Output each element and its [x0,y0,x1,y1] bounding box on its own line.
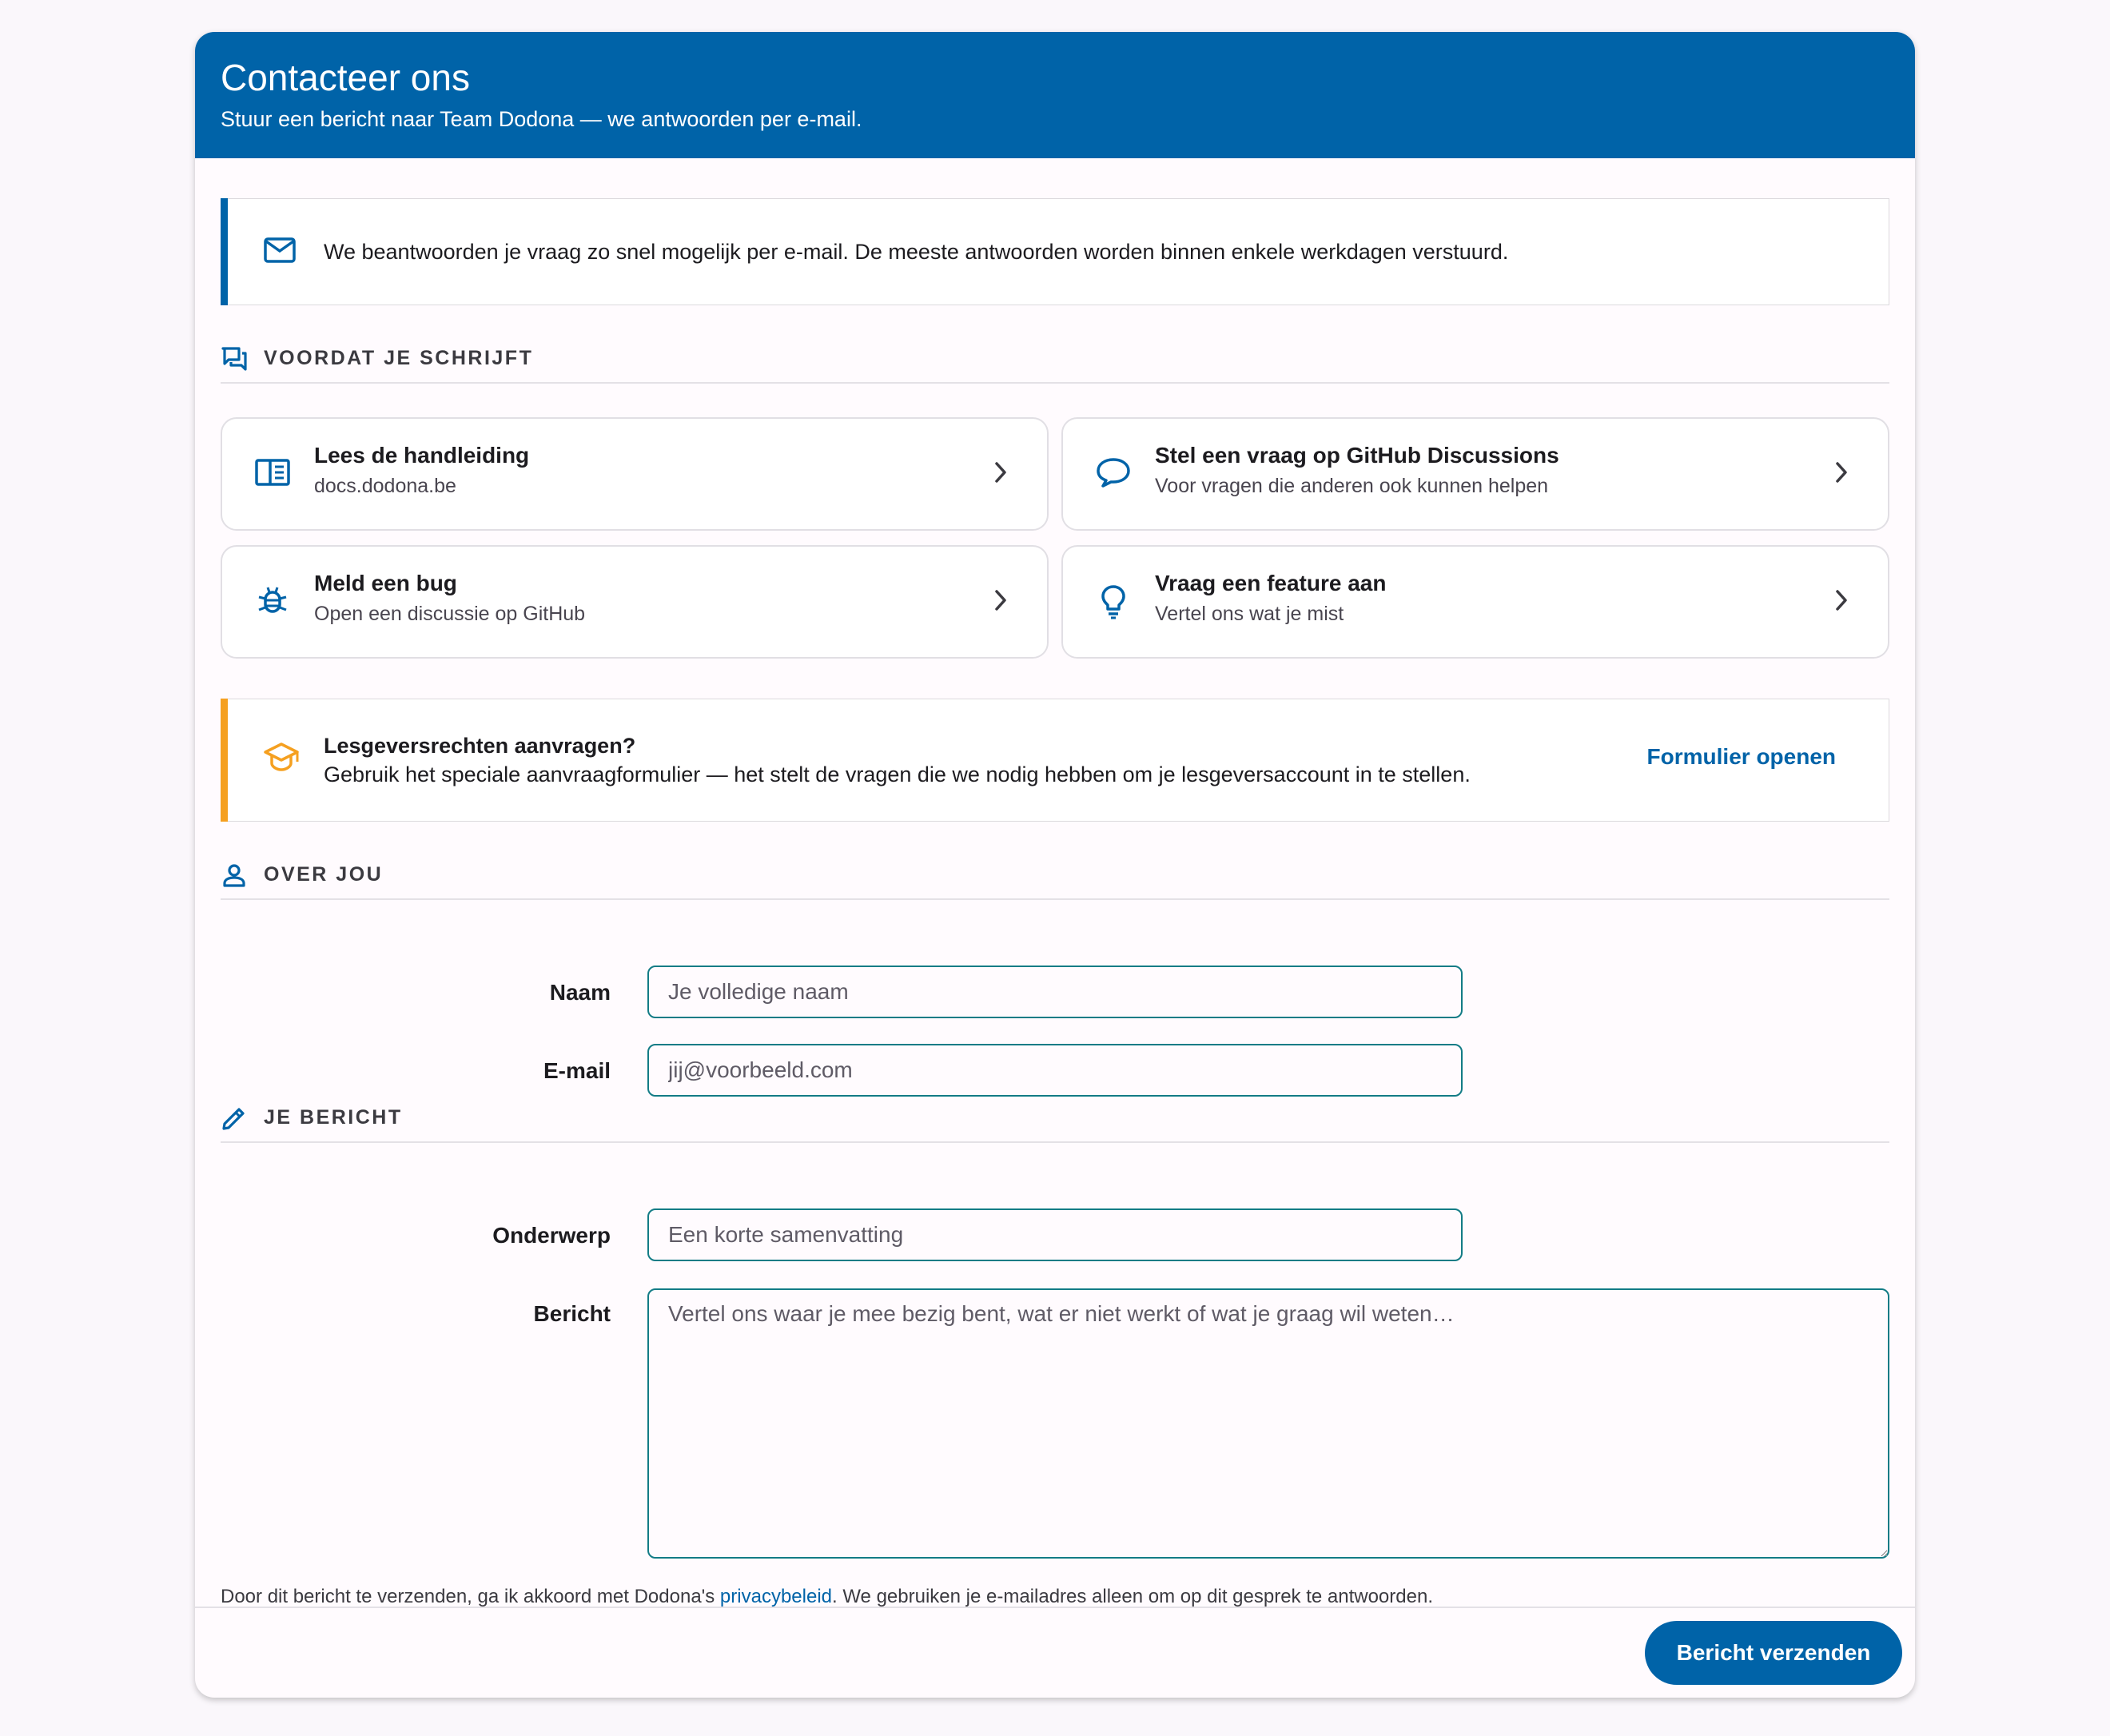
message-textarea[interactable] [647,1288,1889,1559]
card-subtitle: Vertel ons wat je mist [1155,603,1344,625]
teacher-rights-callout [221,699,1889,822]
card-manual[interactable] [221,417,1049,531]
chevron-right-icon [993,588,1009,616]
name-label: Naam [549,980,611,1005]
book-icon [254,456,291,492]
chevron-right-icon [1833,588,1849,616]
chat-bubble-icon [1095,456,1132,492]
teacher-callout-text: Gebruik het speciale aanvraagformulier — het stelt de vragen die we nodig hebben om je lesgeversaccount in te stellen. [324,762,1471,786]
person-icon [221,862,248,893]
privacy-text-before: Door dit bericht te verzenden, ga ik akkoord met Dodona's [221,1586,720,1607]
section-your-message [221,1103,1889,1143]
card-github-discussions[interactable] [1061,417,1889,531]
privacy-text-after: . We gebruiken je e-mailadres alleen om op dit gesprek te antwoorden. [832,1586,1433,1607]
card-feature-request[interactable] [1061,545,1889,659]
school-icon [263,741,300,777]
contact-card [195,32,1915,1698]
section-before-you-write [221,344,1889,384]
send-message-button[interactable]: Bericht verzenden [1645,1621,1902,1685]
card-title: Lees de handleiding [314,443,530,468]
lightbulb-icon [1095,584,1132,623]
card-footer [195,1607,1915,1698]
page-subtitle: Stuur een bericht naar Team Dodona — we antwoorden per e-mail. [221,107,862,131]
mail-icon [263,236,297,269]
page-title: Contacteer ons [221,57,470,98]
card-report-bug[interactable] [221,545,1049,659]
email-label: E-mail [543,1058,611,1083]
forum-icon [221,345,248,376]
name-input[interactable] [647,966,1463,1018]
pencil-icon [221,1105,248,1136]
subject-label: Onderwerp [492,1223,611,1248]
chevron-right-icon [1833,460,1849,488]
message-label: Bericht [533,1301,611,1326]
card-header [195,32,1915,158]
bug-icon [254,584,291,620]
subject-input[interactable] [647,1208,1463,1261]
info-callout-text: We beantwoorden je vraag zo snel mogelijk per e-mail. De meeste antwoorden worden binnen enkele werkdagen verstuurd. [324,240,1509,264]
section-title-text: OVER JOU [264,863,384,886]
card-subtitle: docs.dodona.be [314,475,456,497]
card-title: Meld een bug [314,571,457,595]
section-about-you [221,860,1889,900]
privacy-notice [221,1586,1433,1608]
open-form-link[interactable]: Formulier openen [1646,744,1836,769]
email-input[interactable] [647,1044,1463,1097]
info-callout [221,198,1889,305]
teacher-callout-title: Lesgeversrechten aanvragen? [324,734,636,758]
section-title-text: VOORDAT JE SCHRIJFT [264,347,534,369]
privacy-policy-link[interactable]: privacybeleid [719,1586,832,1607]
chevron-right-icon [993,460,1009,488]
card-title: Vraag een feature aan [1155,571,1387,595]
card-subtitle: Open een discussie op GitHub [314,603,586,625]
card-title: Stel een vraag op GitHub Discussions [1155,443,1559,468]
card-subtitle: Voor vragen die anderen ook kunnen helpen [1155,475,1549,497]
section-title-text: JE BERICHT [264,1106,403,1129]
